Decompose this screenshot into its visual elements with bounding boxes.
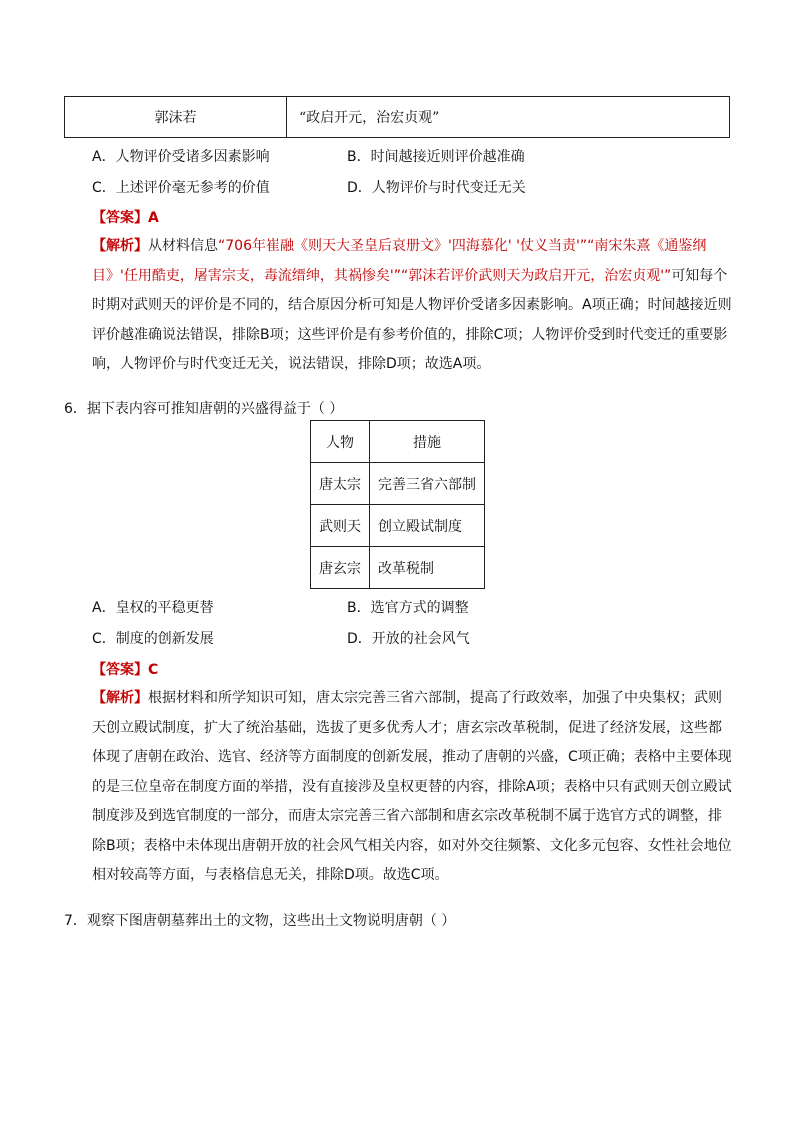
table-cell: 完善三省六部制 <box>370 463 485 505</box>
evaluation-table-row <box>64 96 730 138</box>
q6-option-d: D．开放的社会风气 <box>347 631 470 647</box>
table-row <box>311 463 485 505</box>
q6-analysis-tag: 【解析】 <box>92 690 148 706</box>
q5-analysis-tag: 【解析】 <box>92 238 148 254</box>
q5-option-d: D．人物评价与时代变迁无关 <box>347 180 526 196</box>
q5-analysis-quote: “706年崔融《则天大圣皇后哀册文》'四海慕化' '仗义当责'”“南宋朱熹《通鉴纲目》'任用酷吏，屠害宗支，毒流缙绅，其祸惨矣'”“郭沫若评价武则天为政启开元，治宏贞观'” <box>92 238 707 284</box>
table-cell: 改革税制 <box>370 547 485 589</box>
q6-table-header: 人物 <box>311 421 370 463</box>
q6-option-c: C．制度的创新发展 <box>92 631 214 647</box>
table-cell: 创立殿试制度 <box>370 505 485 547</box>
q6-option-a: A．皇权的平稳更替 <box>92 600 214 616</box>
q6-answer: 【答案】C <box>92 662 159 678</box>
table-cell-person: 郭沫若 <box>65 97 287 137</box>
q5-option-b: B．时间越接近则评价越准确 <box>347 149 525 165</box>
q6-analysis-body: 根据材料和所学知识可知，唐太宗完善三省六部制，提高了行政效率，加强了中央集权；武则天创立殿试制度，扩大了统治基础，选拔了更多优秀人才；唐玄宗改革税制，促进了经济发展，这些都体现了唐朝在政治、选官、经济等方面制度的创新发展，推动了唐朝的兴盛，C项正确；表格中主要体现的是三位皇帝在制度方面的举措，没有直接涉及皇权更替的内容，排除A项；表格中只有武则天创立殿试制度涉及到选官制度的一部分，而唐太宗完善三省六部制和唐玄宗改革税制不属于选官方式的调整，排除B项；表格中未体现出唐朝开放的社会风气相关内容，如对外交往频繁、文化多元包容、女性社会地位相对较高等方面，与表格信息无关，排除D项。故选C项。 <box>92 690 732 883</box>
q5-analysis-body: 可知每个时期对武则天的评价是不同的，结合原因分析可知是人物评价受诸多因素影响。A项正确；时间越接近则评价越准确说法错误，排除B项；这些评价是有参考价值的，排除C项；人物评价受到时代变迁的重要影响，人物评价与时代变迁无关，说法错误，排除D项；故选A项。 <box>92 267 732 372</box>
q5-option-c: C．上述评价毫无参考的价值 <box>92 180 270 196</box>
q6-table <box>310 420 485 589</box>
table-row <box>311 547 485 589</box>
q6-question: 6．据下表内容可推知唐朝的兴盛得益于（ ） <box>64 401 344 417</box>
q5-analysis-lead: 从材料信息 <box>148 238 218 254</box>
table-cell-quote: “政启开元，治宏贞观” <box>299 110 440 126</box>
table-cell: 唐玄宗 <box>311 547 370 589</box>
q6-analysis <box>92 684 732 891</box>
table-row <box>311 505 485 547</box>
q6-option-b: B．选官方式的调整 <box>347 600 469 616</box>
q6-table-header-row <box>311 421 485 463</box>
table-cell: 武则天 <box>311 505 370 547</box>
q6-table-header: 措施 <box>370 421 485 463</box>
q7-question: 7．观察下图唐朝墓葬出土的文物，这些出土文物说明唐朝（ ） <box>64 913 456 929</box>
q5-analysis <box>92 232 732 380</box>
q5-option-a: A．人物评价受诸多因素影响 <box>92 149 270 165</box>
table-cell: 唐太宗 <box>311 463 370 505</box>
q5-answer: 【答案】A <box>92 210 159 226</box>
